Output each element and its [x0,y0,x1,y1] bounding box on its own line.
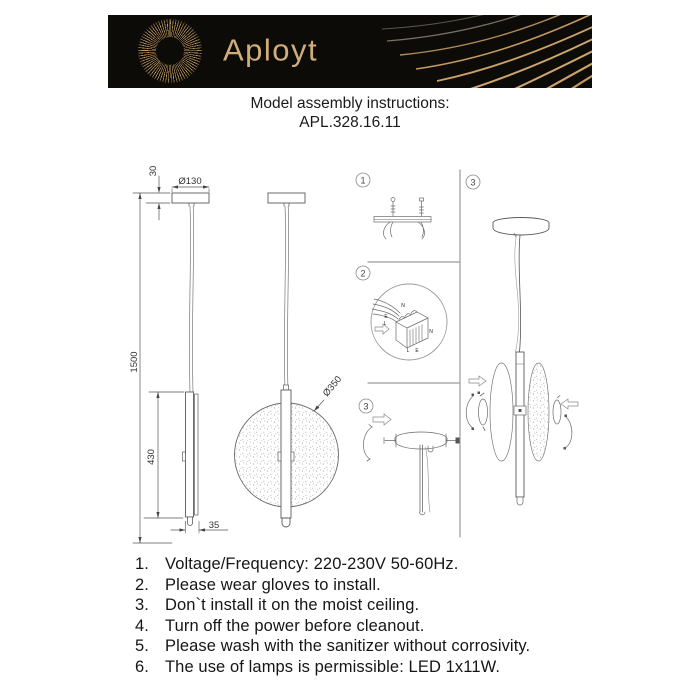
dim-body-height: 430 [146,449,157,465]
wire-label-n1: N [401,303,405,309]
dimension-lines [133,176,228,543]
wire-label-e1: E [384,314,388,320]
instruction-text: Voltage/Frequency: 220-230V 50-60Hz. [165,555,459,573]
instruction-text: Please wash with the sanitizer without corrosivity. [165,637,531,655]
step2-number: 2 [360,268,366,279]
instruction-text: Turn off the power before cleanout. [165,616,425,635]
step3b-number: 3 [470,177,476,188]
technical-drawing [0,150,700,550]
instruction-number: 1. [135,555,149,573]
sunburst-logo-icon [138,19,202,83]
front-view [235,193,339,527]
instruction-item [135,636,605,657]
instruction-text: Don`t install it on the moist ceiling. [165,596,420,614]
title-block [0,94,700,132]
instruction-number: 6. [135,657,149,676]
step3-canopy-diagram [363,414,459,515]
dim-total-height: 1500 [129,351,140,373]
rays-decoration-icon [382,15,592,88]
step3-number: 3 [363,401,369,412]
instruction-text: Please wear gloves to install. [165,575,381,594]
instruction-number: 5. [135,637,149,655]
instruction-item [135,657,605,678]
wire-label-n2: N [429,329,433,335]
instruction-item [135,616,605,637]
dim-canopy-height: 30 [148,165,159,177]
step1-number: 1 [360,175,366,186]
dim-canopy-diameter: Ø130 [178,176,202,187]
step3-assembly-diagram [466,218,578,506]
instruction-number: 4. [135,616,149,635]
instructions-list [135,554,605,677]
instruction-item [135,554,605,575]
wire-label-l2: L [406,348,410,354]
wire-label-e2: E [415,348,419,354]
instruction-item [135,595,605,616]
page-title: Model assembly instructions: [250,95,450,112]
instruction-number: 3. [135,596,149,614]
instruction-item [135,575,605,596]
dim-disc-diameter: Ø350 [320,374,345,399]
model-number: APL.328.16.11 [299,114,401,131]
step1-bracket-diagram [374,198,431,240]
dim-body-thickness: 35 [208,520,220,531]
instruction-text: The use of lamps is permissible: LED 1x11W. [165,657,501,676]
instruction-number: 2. [135,575,149,594]
side-view [172,193,209,526]
brand-name: Aployt [223,32,319,68]
brand-banner [108,15,592,88]
wire-label-l1: L [383,321,387,327]
